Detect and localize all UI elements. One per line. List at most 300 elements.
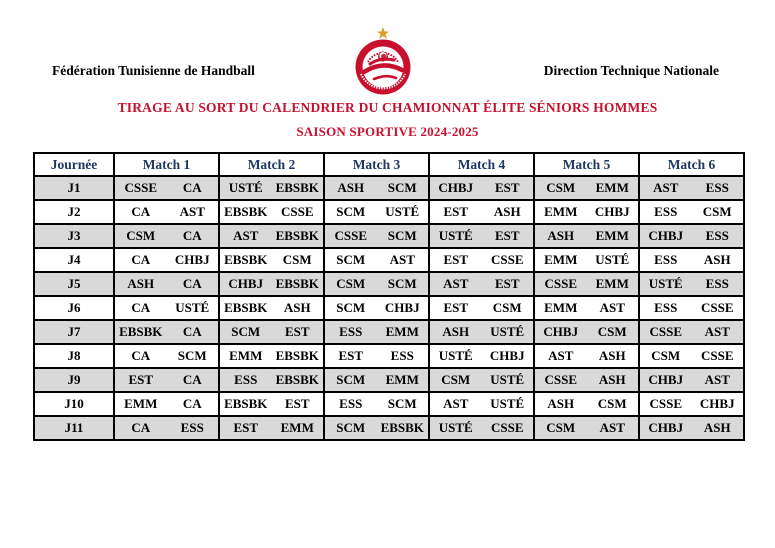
match-pair xyxy=(115,300,218,316)
match-pair xyxy=(640,420,743,436)
match-pair xyxy=(640,348,743,364)
match-pair xyxy=(535,204,638,220)
journee-cell: J10 xyxy=(34,392,114,416)
home-team: ESS xyxy=(654,300,678,315)
journee-cell: J5 xyxy=(34,272,114,296)
match-cell-5 xyxy=(534,200,639,224)
away-team: CHBJ xyxy=(384,300,420,315)
away-team: ESS xyxy=(705,276,729,291)
home-team: CA xyxy=(131,252,151,267)
journee-cell: J9 xyxy=(34,368,114,392)
match-pair xyxy=(220,228,323,244)
home-team: CSM xyxy=(651,348,681,363)
match-cell-5 xyxy=(534,248,639,272)
away-team: SCM xyxy=(387,228,417,243)
match-pair xyxy=(220,204,323,220)
home-team: CSSE xyxy=(544,276,578,291)
match-pair xyxy=(535,180,638,196)
away-team: EBSBK xyxy=(275,276,319,291)
away-team: EMM xyxy=(280,420,314,435)
home-team: SCM xyxy=(336,204,366,219)
match-pair xyxy=(640,204,743,220)
match-pair xyxy=(535,372,638,388)
away-team: AST xyxy=(704,372,730,387)
match-cell-6 xyxy=(639,416,744,440)
journee-cell: J1 xyxy=(34,176,114,200)
away-team: USTÉ xyxy=(385,204,420,219)
table-header-row xyxy=(34,153,744,176)
home-team: CA xyxy=(131,420,151,435)
match-cell-1 xyxy=(114,296,219,320)
home-team: CHBJ xyxy=(438,180,474,195)
away-team: USTÉ xyxy=(490,324,525,339)
match-cell-2 xyxy=(219,392,324,416)
match-pair xyxy=(535,228,638,244)
match-cell-5 xyxy=(534,224,639,248)
away-team: CA xyxy=(182,372,202,387)
match-cell-6 xyxy=(639,392,744,416)
table-row-j9 xyxy=(34,368,744,392)
home-team: EST xyxy=(443,252,469,267)
away-team: CA xyxy=(182,276,202,291)
col-header-match-4: Match 4 xyxy=(429,153,534,176)
match-pair xyxy=(115,396,218,412)
star-icon xyxy=(377,27,389,39)
match-pair xyxy=(535,300,638,316)
match-pair xyxy=(430,348,533,364)
match-cell-2 xyxy=(219,344,324,368)
match-pair xyxy=(115,252,218,268)
home-team: CSSE xyxy=(334,228,368,243)
home-team: ASH xyxy=(127,276,155,291)
match-pair xyxy=(640,300,743,316)
away-team: ESS xyxy=(705,180,729,195)
away-team: ESS xyxy=(180,420,204,435)
document-title: TIRAGE AU SORT DU CALENDRIER DU CHAMIONNAT ÉLITE SÉNIORS HOMMES xyxy=(117,100,658,115)
away-team: CSM xyxy=(282,252,312,267)
table-row-j7 xyxy=(34,320,744,344)
match-cell-4 xyxy=(429,392,534,416)
match-pair xyxy=(535,252,638,268)
table-row-j5 xyxy=(34,272,744,296)
home-team: ESS xyxy=(234,372,258,387)
away-team: ASH xyxy=(283,300,311,315)
away-team: EBSBK xyxy=(275,348,319,363)
col-header-match-5: Match 5 xyxy=(534,153,639,176)
home-team: CHBJ xyxy=(228,276,264,291)
away-team: AST xyxy=(389,252,415,267)
away-team: AST xyxy=(599,420,625,435)
match-pair xyxy=(535,276,638,292)
match-pair xyxy=(430,372,533,388)
match-cell-3 xyxy=(324,296,429,320)
away-team: SCM xyxy=(177,348,207,363)
match-pair xyxy=(325,372,428,388)
away-team: USTÉ xyxy=(175,300,210,315)
match-cell-2 xyxy=(219,416,324,440)
away-team: CA xyxy=(182,396,202,411)
away-team: SCM xyxy=(387,180,417,195)
match-pair xyxy=(220,348,323,364)
home-team: EBSBK xyxy=(224,300,268,315)
match-cell-6 xyxy=(639,344,744,368)
match-cell-3 xyxy=(324,200,429,224)
home-team: USTÉ xyxy=(438,420,473,435)
match-cell-2 xyxy=(219,200,324,224)
col-header-journee: Journée xyxy=(34,153,114,176)
home-team: CSM xyxy=(336,276,366,291)
away-team: EST xyxy=(284,324,310,339)
match-cell-6 xyxy=(639,224,744,248)
match-pair xyxy=(220,396,323,412)
match-pair xyxy=(115,276,218,292)
home-team: SCM xyxy=(336,420,366,435)
match-pair xyxy=(430,324,533,340)
match-cell-3 xyxy=(324,176,429,200)
match-pair xyxy=(115,348,218,364)
away-team: EMM xyxy=(385,324,419,339)
match-cell-1 xyxy=(114,320,219,344)
match-cell-5 xyxy=(534,320,639,344)
match-pair xyxy=(325,396,428,412)
away-team: CSM xyxy=(597,396,627,411)
journee-cell: J6 xyxy=(34,296,114,320)
match-cell-1 xyxy=(114,248,219,272)
away-team: EMM xyxy=(595,276,629,291)
match-cell-3 xyxy=(324,416,429,440)
match-cell-5 xyxy=(534,368,639,392)
match-cell-1 xyxy=(114,272,219,296)
away-team: EMM xyxy=(595,228,629,243)
match-cell-1 xyxy=(114,368,219,392)
away-team: EBSBK xyxy=(275,228,319,243)
away-team: EMM xyxy=(595,180,629,195)
away-team: CHBJ xyxy=(489,348,525,363)
away-team: AST xyxy=(704,324,730,339)
match-pair xyxy=(640,276,743,292)
home-team: ESS xyxy=(654,252,678,267)
match-pair xyxy=(325,204,428,220)
home-team: ASH xyxy=(337,180,365,195)
match-cell-2 xyxy=(219,296,324,320)
home-team: ESS xyxy=(339,396,363,411)
match-pair xyxy=(430,180,533,196)
match-cell-6 xyxy=(639,272,744,296)
away-team: EST xyxy=(494,180,520,195)
table-row-j10 xyxy=(34,392,744,416)
match-cell-5 xyxy=(534,272,639,296)
home-team: AST xyxy=(653,180,679,195)
journee-cell: J4 xyxy=(34,248,114,272)
home-team: EST xyxy=(443,300,469,315)
match-pair xyxy=(325,348,428,364)
match-cell-3 xyxy=(324,392,429,416)
match-cell-6 xyxy=(639,248,744,272)
away-team: CHBJ xyxy=(594,204,630,219)
table-row-j6 xyxy=(34,296,744,320)
home-team: EMM xyxy=(124,396,158,411)
match-pair xyxy=(325,420,428,436)
match-pair xyxy=(325,180,428,196)
away-team: CSSE xyxy=(490,252,524,267)
home-team: EBSBK xyxy=(224,252,268,267)
journee-cell: J7 xyxy=(34,320,114,344)
match-pair xyxy=(220,252,323,268)
match-pair xyxy=(430,204,533,220)
home-team: ASH xyxy=(547,396,575,411)
home-team: AST xyxy=(548,348,574,363)
home-team: EMM xyxy=(544,252,578,267)
match-pair xyxy=(640,396,743,412)
home-team: SCM xyxy=(336,252,366,267)
match-cell-3 xyxy=(324,248,429,272)
table-row-j1 xyxy=(34,176,744,200)
match-pair xyxy=(220,420,323,436)
match-cell-4 xyxy=(429,296,534,320)
home-team: EST xyxy=(233,420,259,435)
match-cell-3 xyxy=(324,320,429,344)
col-header-match-2: Match 2 xyxy=(219,153,324,176)
away-team: AST xyxy=(599,300,625,315)
journee-cell: J2 xyxy=(34,200,114,224)
col-header-match-1: Match 1 xyxy=(114,153,219,176)
match-cell-1 xyxy=(114,416,219,440)
match-cell-3 xyxy=(324,368,429,392)
match-cell-1 xyxy=(114,176,219,200)
away-team: SCM xyxy=(387,396,417,411)
calendar-table xyxy=(33,152,745,441)
match-pair xyxy=(115,324,218,340)
journee-cell: J8 xyxy=(34,344,114,368)
home-team: ESS xyxy=(654,204,678,219)
away-team: USTÉ xyxy=(490,372,525,387)
match-cell-1 xyxy=(114,224,219,248)
home-team: CHBJ xyxy=(648,420,684,435)
away-team: ESS xyxy=(390,348,414,363)
org-name-right: Direction Technique Nationale xyxy=(543,63,719,78)
home-team: CSM xyxy=(441,372,471,387)
match-cell-2 xyxy=(219,320,324,344)
home-team: CA xyxy=(131,204,151,219)
match-pair xyxy=(640,228,743,244)
away-team: EMM xyxy=(385,372,419,387)
home-team: SCM xyxy=(231,324,261,339)
away-team: USTÉ xyxy=(490,396,525,411)
home-team: ASH xyxy=(442,324,470,339)
home-team: EST xyxy=(338,348,364,363)
match-pair xyxy=(640,372,743,388)
away-team: EBSBK xyxy=(275,372,319,387)
match-pair xyxy=(220,300,323,316)
away-team: EST xyxy=(494,228,520,243)
match-cell-4 xyxy=(429,224,534,248)
away-team: SCM xyxy=(387,276,417,291)
home-team: EBSBK xyxy=(224,204,268,219)
match-cell-2 xyxy=(219,176,324,200)
home-team: CSM xyxy=(546,420,576,435)
away-team: CA xyxy=(182,324,202,339)
away-team: EST xyxy=(284,396,310,411)
home-team: CA xyxy=(131,300,151,315)
match-pair xyxy=(640,180,743,196)
home-team: AST xyxy=(233,228,259,243)
match-cell-2 xyxy=(219,224,324,248)
home-team: CHBJ xyxy=(648,228,684,243)
away-team: AST xyxy=(179,204,205,219)
away-team: CSM xyxy=(492,300,522,315)
match-cell-5 xyxy=(534,344,639,368)
home-team: USTÉ xyxy=(438,228,473,243)
home-team: CSM xyxy=(546,180,576,195)
org-name-left: Fédération Tunisienne de Handball xyxy=(52,63,255,78)
match-pair xyxy=(430,396,533,412)
match-cell-1 xyxy=(114,392,219,416)
match-pair xyxy=(535,420,638,436)
match-pair xyxy=(430,228,533,244)
home-team: CSSE xyxy=(544,372,578,387)
match-cell-5 xyxy=(534,176,639,200)
table-row-j2 xyxy=(34,200,744,224)
home-team: AST xyxy=(443,396,469,411)
away-team: CSSE xyxy=(700,348,734,363)
journee-cell: J11 xyxy=(34,416,114,440)
match-cell-3 xyxy=(324,224,429,248)
home-team: EMM xyxy=(544,204,578,219)
col-header-match-3: Match 3 xyxy=(324,153,429,176)
col-header-match-6: Match 6 xyxy=(639,153,744,176)
match-pair xyxy=(220,180,323,196)
home-team: CSSE xyxy=(124,180,158,195)
match-pair xyxy=(220,324,323,340)
home-team: SCM xyxy=(336,300,366,315)
table-row-j3 xyxy=(34,224,744,248)
away-team: CA xyxy=(182,228,202,243)
home-team: USTÉ xyxy=(438,348,473,363)
away-team: CSM xyxy=(702,204,732,219)
match-cell-4 xyxy=(429,248,534,272)
match-pair xyxy=(115,204,218,220)
match-cell-4 xyxy=(429,176,534,200)
home-team: USTÉ xyxy=(648,276,683,291)
table-row-j8 xyxy=(34,344,744,368)
match-cell-3 xyxy=(324,344,429,368)
match-pair xyxy=(430,420,533,436)
match-cell-1 xyxy=(114,344,219,368)
document-subtitle: SAISON SPORTIVE 2024-2025 xyxy=(296,124,479,139)
match-pair xyxy=(325,324,428,340)
away-team: CHBJ xyxy=(699,396,735,411)
match-cell-2 xyxy=(219,368,324,392)
match-cell-2 xyxy=(219,248,324,272)
match-cell-6 xyxy=(639,200,744,224)
table-row-j4 xyxy=(34,248,744,272)
away-team: ASH xyxy=(598,348,626,363)
home-team: CSSE xyxy=(649,396,683,411)
match-cell-5 xyxy=(534,416,639,440)
match-pair xyxy=(640,324,743,340)
match-pair xyxy=(325,228,428,244)
away-team: EBSBK xyxy=(380,420,424,435)
home-team: AST xyxy=(443,276,469,291)
home-team: USTÉ xyxy=(228,180,263,195)
match-cell-6 xyxy=(639,368,744,392)
match-pair xyxy=(535,396,638,412)
match-cell-4 xyxy=(429,320,534,344)
away-team: CSSE xyxy=(490,420,524,435)
away-team: CSM xyxy=(597,324,627,339)
away-team: CA xyxy=(182,180,202,195)
match-cell-6 xyxy=(639,320,744,344)
away-team: CHBJ xyxy=(174,252,210,267)
away-team: ASH xyxy=(703,420,731,435)
away-team: USTÉ xyxy=(595,252,630,267)
away-team: EST xyxy=(494,276,520,291)
away-team: CSSE xyxy=(700,300,734,315)
match-pair xyxy=(220,276,323,292)
match-cell-2 xyxy=(219,272,324,296)
match-cell-5 xyxy=(534,296,639,320)
match-cell-6 xyxy=(639,296,744,320)
match-pair xyxy=(115,372,218,388)
away-team: ASH xyxy=(493,204,521,219)
match-cell-4 xyxy=(429,272,534,296)
match-cell-4 xyxy=(429,416,534,440)
home-team: EMM xyxy=(229,348,263,363)
match-pair xyxy=(115,180,218,196)
journee-cell: J3 xyxy=(34,224,114,248)
match-cell-4 xyxy=(429,200,534,224)
match-pair xyxy=(220,372,323,388)
away-team: ASH xyxy=(598,372,626,387)
match-cell-6 xyxy=(639,176,744,200)
home-team: CA xyxy=(131,348,151,363)
match-cell-5 xyxy=(534,392,639,416)
match-cell-1 xyxy=(114,200,219,224)
home-team: EST xyxy=(443,204,469,219)
match-pair xyxy=(115,228,218,244)
away-team: CSSE xyxy=(280,204,314,219)
match-pair xyxy=(535,324,638,340)
table-body xyxy=(34,176,744,440)
match-pair xyxy=(640,252,743,268)
match-pair xyxy=(115,420,218,436)
home-team: CHBJ xyxy=(648,372,684,387)
home-team: SCM xyxy=(336,372,366,387)
home-team: EMM xyxy=(544,300,578,315)
home-team: CSSE xyxy=(649,324,683,339)
away-team: ESS xyxy=(705,228,729,243)
away-team: ASH xyxy=(703,252,731,267)
home-team: EBSBK xyxy=(119,324,163,339)
home-team: EST xyxy=(128,372,154,387)
match-pair xyxy=(325,276,428,292)
home-team: CHBJ xyxy=(543,324,579,339)
match-pair xyxy=(430,300,533,316)
match-pair xyxy=(325,252,428,268)
match-cell-4 xyxy=(429,368,534,392)
match-pair xyxy=(430,276,533,292)
table-row-j11 xyxy=(34,416,744,440)
match-pair xyxy=(430,252,533,268)
away-team: EBSBK xyxy=(275,180,319,195)
match-pair xyxy=(325,300,428,316)
home-team: EBSBK xyxy=(224,396,268,411)
home-team: ASH xyxy=(547,228,575,243)
match-pair xyxy=(535,348,638,364)
home-team: CSM xyxy=(126,228,156,243)
match-cell-4 xyxy=(429,344,534,368)
handball-federation-emblem-icon xyxy=(349,25,417,97)
